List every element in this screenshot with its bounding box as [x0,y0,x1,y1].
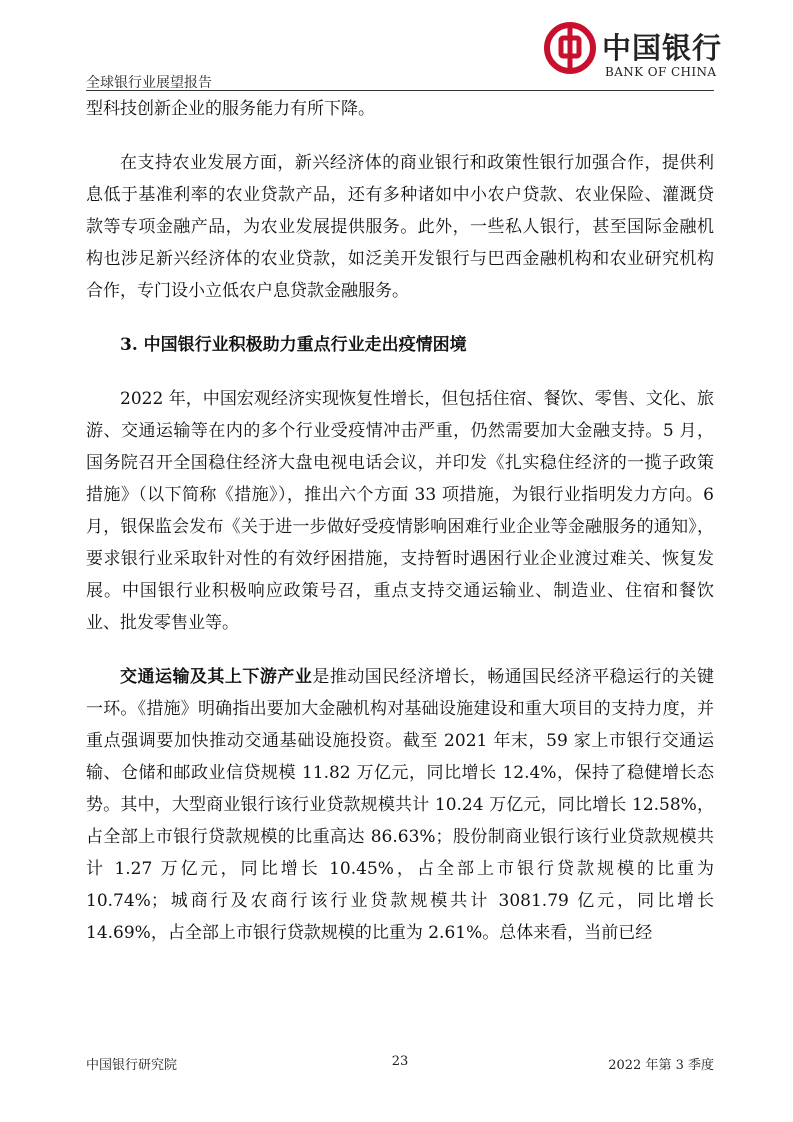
bank-of-china-emblem-icon [544,22,596,74]
logo-chinese-text: 中国银行 [602,31,723,65]
report-title: 全球银行业展望报告 [86,75,212,91]
paragraph-lead-bold: 交通运输及其上下游产业 [120,667,313,687]
section-heading: 3. 中国银行业积极助力重点行业走出疫情困境 [120,335,467,355]
header-divider [86,90,714,91]
page-number: 23 [391,1054,409,1069]
footer-issue: 2022 年第 3 季度 [608,1058,714,1073]
document-body [86,93,714,949]
paragraph-macro-policy: 2022 年，中国宏观经济实现恢复性增长，但包括住宿、餐饮、零售、文化、旅游、交通运输等在内的多个行业受疫情冲击严重，仍然需要加大金融支持。5 月，国务院召开全国稳住经济大盘电视电话会议，并印发《扎实稳住经济的一揽子政策措施》（以下简称《措施》），推出六个方面 33 项措施，为银行业指明发力方向。6 月，银保监会发布《关于进一步做好受疫情影响困难行业企业等金融服务的通知》，要求银行业采取针对性的有效纾困措施，支持暂时遇困行业企业渡过难关、恢复发展。中国银行业积极响应政策号召，重点支持交通运输业、制造业、住宿和餐饮业、批发零售业等。 [86,389,714,633]
paragraph-continuation: 型科技创新企业的服务能力有所下降。 [86,99,375,119]
page-header [86,20,723,91]
paragraph-agriculture: 在支持农业发展方面，新兴经济体的商业银行和政策性银行加强合作，提供利息低于基准利率的农业贷款产品，还有多种诸如中小农户贷款、农业保险、灌溉贷款等专项金融产品，为农业发展提供服务。此外，一些私人银行，甚至国际金融机构也涉足新兴经济体的农业贷款，如泛美开发银行与巴西金融机构和农业研究机构合作，专门设小立低农户息贷款金融服务。 [86,153,714,301]
logo-english-text: BANK OF CHINA [605,65,717,79]
paragraph-transport [86,661,714,949]
paragraph-transport-body: 是推动国民经济增长，畅通国民经济平稳运行的关键一环。《措施》明确指出要加大金融机构对基础设施建设和重大项目的支持力度，并重点强调要加快推动交通基础设施投资。截至 2021 年末，59 家上市银行交通运输、仓储和邮政业信贷规模 11.82 万亿元，同比增长 12.4%，保持了稳健增长态势。其中，大型商业银行该行业贷款规模共计 10.24 万亿元，同比增长 12.58%，占全部上市银行贷款规模的比重高达 86.63%；股份制商业银行该行业贷款规模共计 1.27 万亿元，同比增长 10.45%，占全部上市银行贷款规模的比重为 10.74%；城商行及农商行该行业贷款规模共计 3081.79 亿元，同比增长 14.69%，占全部上市银行贷款规模的比重为 2.61%。总体来看，当前已经 [86,667,715,943]
footer-institute: 中国银行研究院 [86,1058,178,1073]
bank-of-china-logo [544,22,723,80]
page-footer [86,1054,714,1074]
